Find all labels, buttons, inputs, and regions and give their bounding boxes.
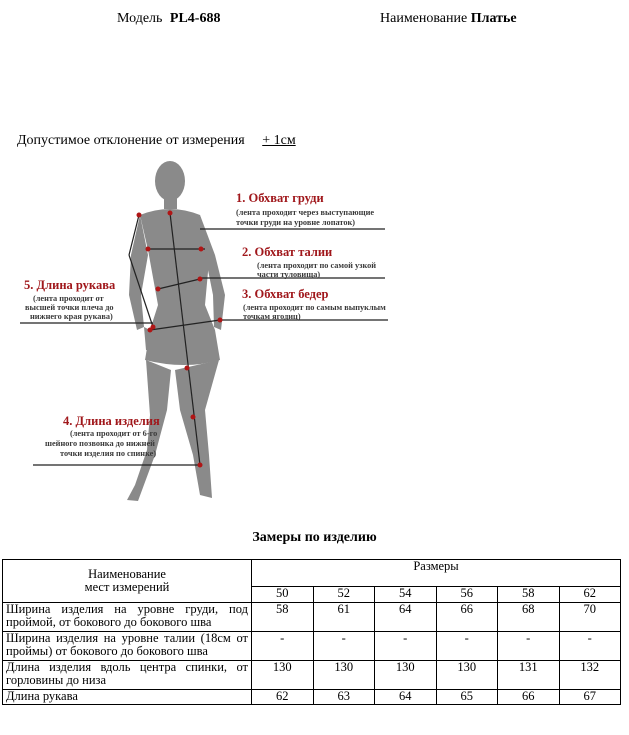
value-cell: 131 [498, 661, 560, 690]
value-cell: 132 [559, 661, 621, 690]
row-label: Длина рукава [3, 690, 252, 705]
size-cell: 62 [559, 587, 621, 603]
model-value: PL4-688 [169, 11, 221, 26]
svg-text:(лента проходит по самым выпук: (лента проходит по самым выпуклым [243, 303, 386, 312]
name-value: Платье [470, 11, 517, 26]
table-row [3, 690, 621, 705]
svg-text:шейного позвонка до нижней: шейного позвонка до нижней [45, 439, 155, 448]
size-cell: 50 [252, 587, 314, 603]
value-cell: 68 [498, 603, 560, 632]
value-cell: 66 [498, 690, 560, 705]
table-header-row [3, 560, 621, 587]
model-header [117, 11, 220, 27]
tolerance-note [17, 133, 296, 149]
model-label: Модель [117, 11, 163, 26]
size-cell: 52 [313, 587, 375, 603]
table-row [3, 661, 621, 690]
value-cell: 130 [375, 661, 437, 690]
value-cell: 130 [252, 661, 314, 690]
value-cell: - [559, 632, 621, 661]
annotation-waist [242, 245, 376, 279]
value-cell: 63 [313, 690, 375, 705]
size-cell: 58 [498, 587, 560, 603]
svg-text:(лента проходит от 6-го: (лента проходит от 6-го [70, 429, 158, 438]
row-label: Ширина изделия на уровне груди, под проймой, от бокового до бокового шва [3, 603, 252, 632]
name-label: Наименование [380, 11, 468, 26]
value-cell: 58 [252, 603, 314, 632]
svg-text:(лента проходит через выступаю: (лента проходит через выступающие [236, 208, 375, 217]
table-row [3, 632, 621, 661]
svg-text:(лента проходит по самой узкой: (лента проходит по самой узкой [257, 261, 377, 270]
value-cell: 64 [375, 690, 437, 705]
size-cell: 56 [436, 587, 498, 603]
name-header [380, 11, 517, 27]
annotation-title: 4. Длина изделия [63, 414, 160, 428]
measurement-diagram [15, 155, 395, 510]
annotation-length [45, 414, 160, 458]
annotation-title: 5. Длина рукава [24, 278, 116, 292]
annotation-title: 3. Обхват бедер [242, 287, 329, 301]
value-cell: 66 [436, 603, 498, 632]
svg-text:точкам ягодиц): точкам ягодиц) [243, 312, 301, 321]
svg-text:точки груди на уровне лопаток): точки груди на уровне лопаток) [236, 218, 356, 227]
size-cell: 54 [375, 587, 437, 603]
table-title: Замеры по изделию [252, 530, 377, 545]
value-cell: - [313, 632, 375, 661]
svg-text:высшей точки плеча до: высшей точки плеча до [25, 303, 114, 312]
tolerance-label: Допустимое отклонение от измерения [17, 133, 245, 148]
svg-text:(лента проходит от: (лента проходит от [33, 294, 104, 303]
value-cell: - [436, 632, 498, 661]
value-cell: 61 [313, 603, 375, 632]
row-label: Ширина изделия на уровне талии (18см от проймы) от бокового до бокового шва [3, 632, 252, 661]
value-cell: 67 [559, 690, 621, 705]
svg-text:нижнего края рукава): нижнего края рукава) [30, 312, 113, 321]
annotation-chest [236, 191, 374, 227]
annotation-title: 1. Обхват груди [236, 191, 324, 205]
value-cell: 70 [559, 603, 621, 632]
column-header-sizes: Размеры [252, 560, 621, 587]
value-cell: 62 [252, 690, 314, 705]
measurements-table [2, 559, 621, 705]
value-cell: 130 [436, 661, 498, 690]
annotation-title: 2. Обхват талии [242, 245, 333, 259]
value-cell: - [252, 632, 314, 661]
column-header-name: Наименование мест измерений [3, 560, 252, 603]
svg-text:точки изделия по спинке): точки изделия по спинке) [60, 449, 157, 458]
value-cell: - [375, 632, 437, 661]
table-row [3, 603, 621, 632]
tolerance-value: + 1см [262, 133, 296, 148]
row-label: Длина изделия вдоль центра спинки, от горловины до низа [3, 661, 252, 690]
annotation-sleeve [24, 278, 116, 321]
value-cell: 130 [313, 661, 375, 690]
value-cell: - [498, 632, 560, 661]
annotation-hips [242, 287, 386, 321]
svg-text:части туловища): части туловища) [257, 270, 321, 279]
value-cell: 65 [436, 690, 498, 705]
value-cell: 64 [375, 603, 437, 632]
